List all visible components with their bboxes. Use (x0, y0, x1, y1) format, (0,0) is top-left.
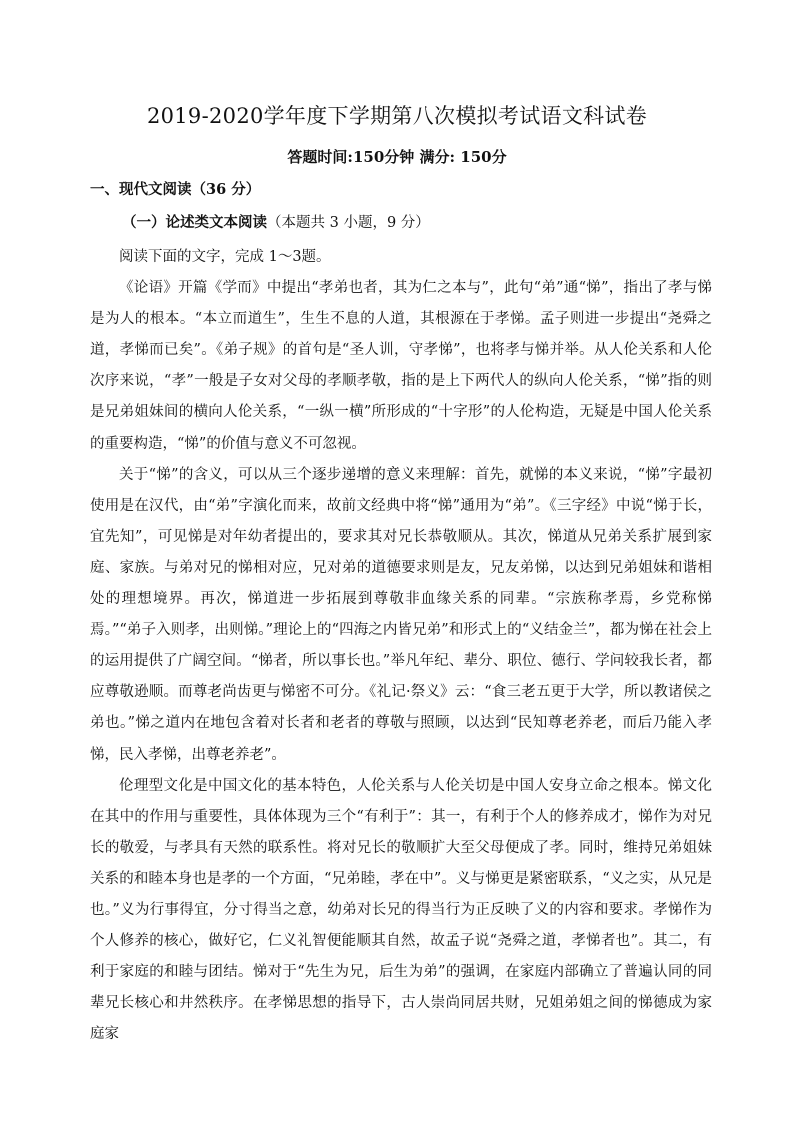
instruction-paragraph: 阅读下面的文字，完成 1～3题。 (119, 249, 331, 265)
section-heading: 一、现代文阅读（36 分） (90, 181, 261, 198)
reading-passage (90, 242, 712, 1050)
subsection-note: （本题共 3 小题，9 分） (267, 215, 430, 231)
subsection-heading (122, 211, 430, 235)
passage-paragraph: 伦理型文化是中国文化的基本特色，人伦关系与人伦关切是中国人安身立命之根本。悌文化在其中的作用与重要性，具体体现为三个“有利于”：其一，有利于个人的修养成才，悌作为对兄长的敬爱，与孝具有天然的联系性。将对兄长的敬顺扩大至父母便成了孝。同时，维持兄弟姐妹关系的和睦本身也是孝的一个方面，“兄弟睦，孝在中”。义与悌更是紧密联系，“义之实，从兄是也。”义为行事得宜，分寸得当之意，幼弟对长兄的得当行为正反映了义的内容和要求。孝悌作为个人修养的核心，做好它，仁义礼智便能顺其自然，故孟子说“尧舜之道，孝悌者也”。其二，有利于家庭的和睦与团结。悌对于“先生为兄，后生为弟”的强调，在家庭内部确立了普遍认同的同辈兄长核心和井然秩序。在孝悌思想的指导下，古人崇尚同居共财，兄姐弟姐之间的悌德成为家庭家 (90, 777, 712, 1043)
passage-paragraph: 关于“悌”的含义，可以从三个逐步递增的意义来理解：首先，就悌的本义来说，“悌”字最初使用是在汉代，由“弟”字演化而来，故前文经典中将“悌”通用为“弟”。《三字经》中说“悌于长，宜先知”，可见悌是对年幼者提出的，要求其对兄长恭敬顺从。其次，悌道从兄弟关系扩展到家庭、家族。与弟对兄的悌相对应，兄对弟的道德要求则是友，兄友弟悌，以达到兄弟姐妹和谐相处的理想境界。再次，悌道进一步拓展到尊敬非血缘关系的同辈。“宗族称孝焉，乡党称悌焉。”“弟子入则孝，出则悌。”理论上的“四海之内皆兄弟”和形式上的“义结金兰”，都为悌在社会上的运用提供了广阔空间。“悌者，所以事长也。”举凡年纪、辈分、职位、德行、学问较我长者，都应尊敬逊顺。而尊老尚齿更与悌密不可分。《礼记·祭义》云：“食三老五更于大学，所以教诸侯之弟也。”悌之道内在地包含着对长者和老者的尊敬与照顾，以达到“民知尊老养老，而后乃能入孝悌，民入孝悌，出尊老养老”。 (90, 466, 712, 763)
subsection-title: （一）论述类文本阅读 (122, 214, 267, 231)
passage-paragraph: 《论语》开篇《学而》中提出“孝弟也者，其为仁之本与”，此句“弟”通“悌”，指出了孝与悌是为人的根本。“本立而道生”，生生不息的人道，其根源在于孝悌。孟子则进一步提出“尧舜之道，孝悌而已矣”。《弟子规》的首句是“圣人训，守孝悌”，也将孝与悌并举。从人伦关系和人伦次序来说，“孝”一般是子女对父母的孝顺孝敬，指的是上下两代人的纵向人伦关系，“悌”指的则是兄弟姐妹间的横向人伦关系，“一纵一横”所形成的“十字形”的人伦构造，无疑是中国人伦关系的重要构造，“悌”的价值与意义不可忽视。 (90, 280, 712, 452)
exam-title: 2019-2020学年度下学期第八次模拟考试语文科试卷 (146, 104, 648, 128)
exam-time-score: 答题时间:150分钟 满分: 150分 (287, 148, 507, 166)
